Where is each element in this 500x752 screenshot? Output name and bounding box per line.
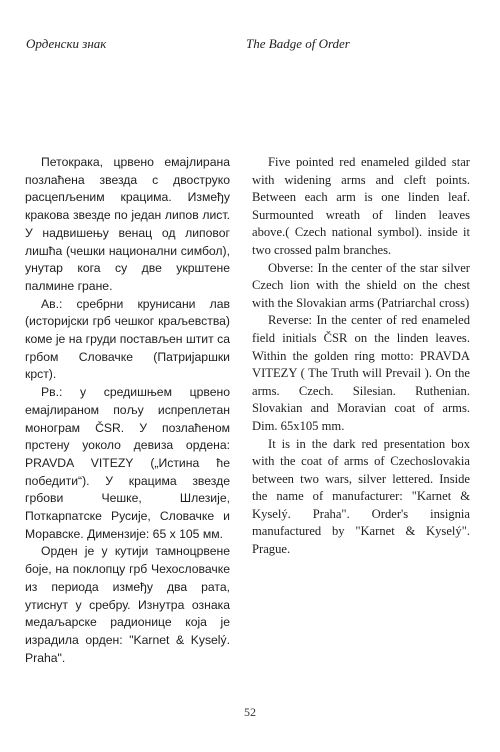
english-paragraph-box: It is in the dark red presentation box with the coat of arms of Czechoslovakia between two wars, silver lettered. Inside the name of manufacturer: "Karnet & Kyselý. Praha". Order's insignia manufactured by "Karnet & Kyselý". Prague.: [252, 436, 470, 557]
serbian-paragraph-description: Петокрака, црвено емајлирана позлаћена звезда с двоструко расцепљеним крацима. Између кракова звезде по један липов лист. У надвишењу венац од липовог лишћа (чешки национални симбол), унутар кога су две укрштене палмине гране.: [25, 155, 230, 293]
serbian-text-column: [25, 154, 230, 667]
page-number: 52: [244, 705, 256, 719]
english-paragraph-obverse: Obverse: In the center of the star silver Czech lion with the shield on the chest with the Slovakian arms (Patriarchal cross): [252, 260, 470, 310]
english-paragraph-reverse: Reverse: In the center of red enameled field initials ČSR on the linden leaves. Within the golden ring motto: PRAVDA VITEZY ( The Truth will Prevail ). On the arms. Czech. Silesian. Ruthenian. Slovakian and Moravian coat of arms. Dim. 65x105 mm.: [252, 313, 470, 433]
english-text-column: [252, 154, 470, 559]
page-header-serbian: Орденски знак: [26, 36, 107, 51]
page-header-english: The Badge of Order: [246, 36, 350, 51]
serbian-paragraph-box: Орден је у кутији тамноцрвене боје, на поклопцу грб Чехословачке из периода између два рата, утиснут у сребру. Изнутра ознака медаљарске радионице која је израдила орден: "Karnet & Kyselý. Praha".: [25, 544, 230, 665]
english-paragraph-description: Five pointed red enameled gilded star with widening arms and cleft points. Between each arm is one linden leaf. Surmounted wreath of linden leaves above.( Czech national symbol). inside it two crossed palm branches.: [252, 155, 470, 257]
serbian-paragraph-reverse: Рв.: у средишњем црвено емајлираном пољу испреплетан монограм ČSR. У позлаћеном прстену уоколо девиза ордена: PRAVDA VITEZY („Истина ће победити“). У крацима звезде грбови Чешке, Шлезије, Поткарпатске Русије, Словачке и Моравске. Димензије: 65 x 105 мм.: [25, 385, 230, 541]
serbian-paragraph-obverse: Ав.: сребрни крунисани лав (историјски грб чешког краљевства) коме је на груди постављен штит са грбом Словачке (Патријаршки крст).: [25, 296, 230, 382]
